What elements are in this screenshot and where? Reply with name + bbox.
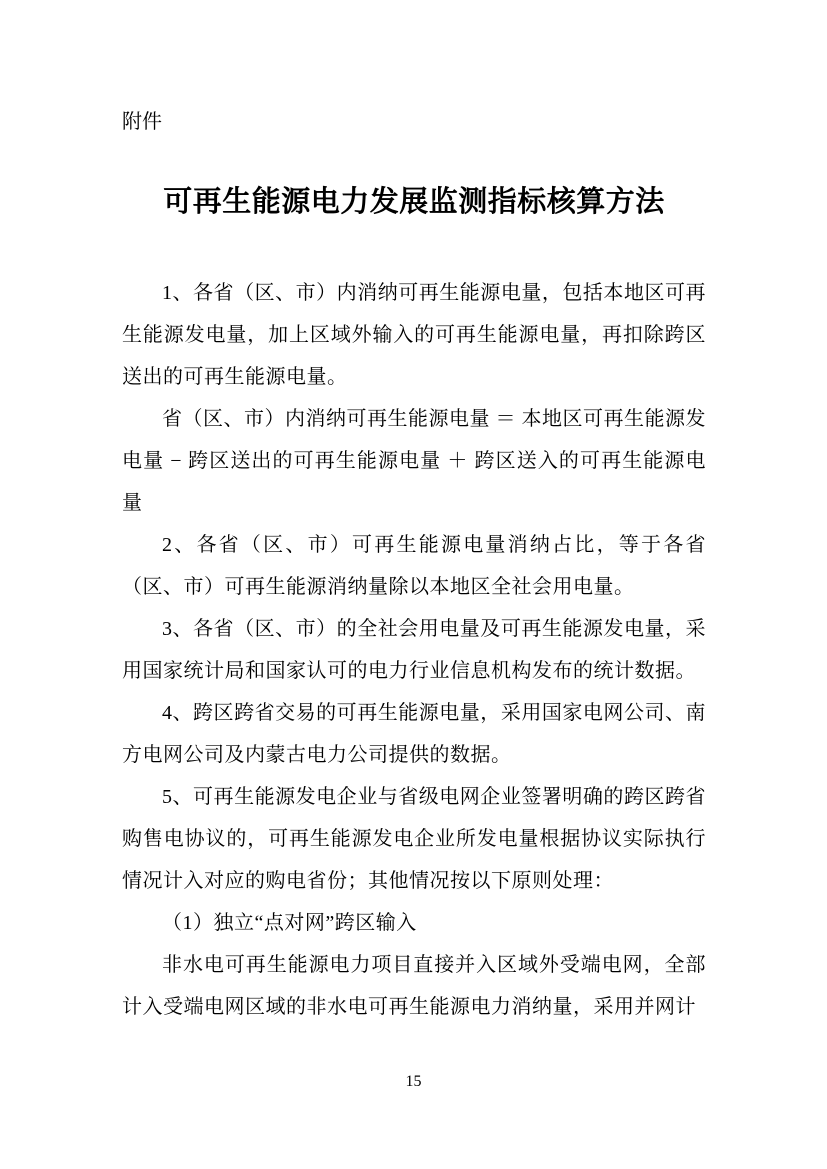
document-title: 可再生能源电力发展监测指标核算方法 bbox=[163, 186, 665, 218]
paragraph-4: 4、跨区跨省交易的可再生能源电量，采用国家电网公司、南方电网公司及内蒙古电力公司提供的数据。 bbox=[122, 702, 706, 766]
paragraph-3: 3、各省（区、市）的全社会用电量及可再生能源发电量，采用国家统计局和国家认可的电力行业信息机构发布的统计数据。 bbox=[122, 618, 706, 682]
attachment-label: 附件 bbox=[122, 111, 162, 133]
paragraph-formula: 省（区、市）内消纳可再生能源电量 ＝ 本地区可再生能源发电量 − 跨区送出的可再生能源电量 ＋ 跨区送入的可再生能源电量 bbox=[122, 408, 706, 514]
document-body bbox=[122, 272, 706, 1028]
paragraph-section-1: （1）独立“点对网”跨区输入 bbox=[162, 912, 417, 934]
paragraph-section-1-body: 非水电可再生能源电力项目直接并入区域外受端电网，全部计入受端电网区域的非水电可再生能源电力消纳量，采用并网计 bbox=[122, 954, 706, 1018]
page-number: 15 bbox=[405, 1073, 422, 1090]
paragraph-2: 2、各省（区、市）可再生能源电量消纳占比，等于各省（区、市）可再生能源消纳量除以本地区全社会用电量。 bbox=[122, 534, 706, 598]
paragraph-1: 1、各省（区、市）内消纳可再生能源电量，包括本地区可再生能源发电量，加上区域外输入的可再生能源电量，再扣除跨区送出的可再生能源电量。 bbox=[122, 282, 706, 388]
paragraph-5: 5、可再生能源发电企业与省级电网企业签署明确的跨区跨省购售电协议的，可再生能源发电企业所发电量根据协议实际执行情况计入对应的购电省份；其他情况按以下原则处理： bbox=[122, 786, 706, 892]
